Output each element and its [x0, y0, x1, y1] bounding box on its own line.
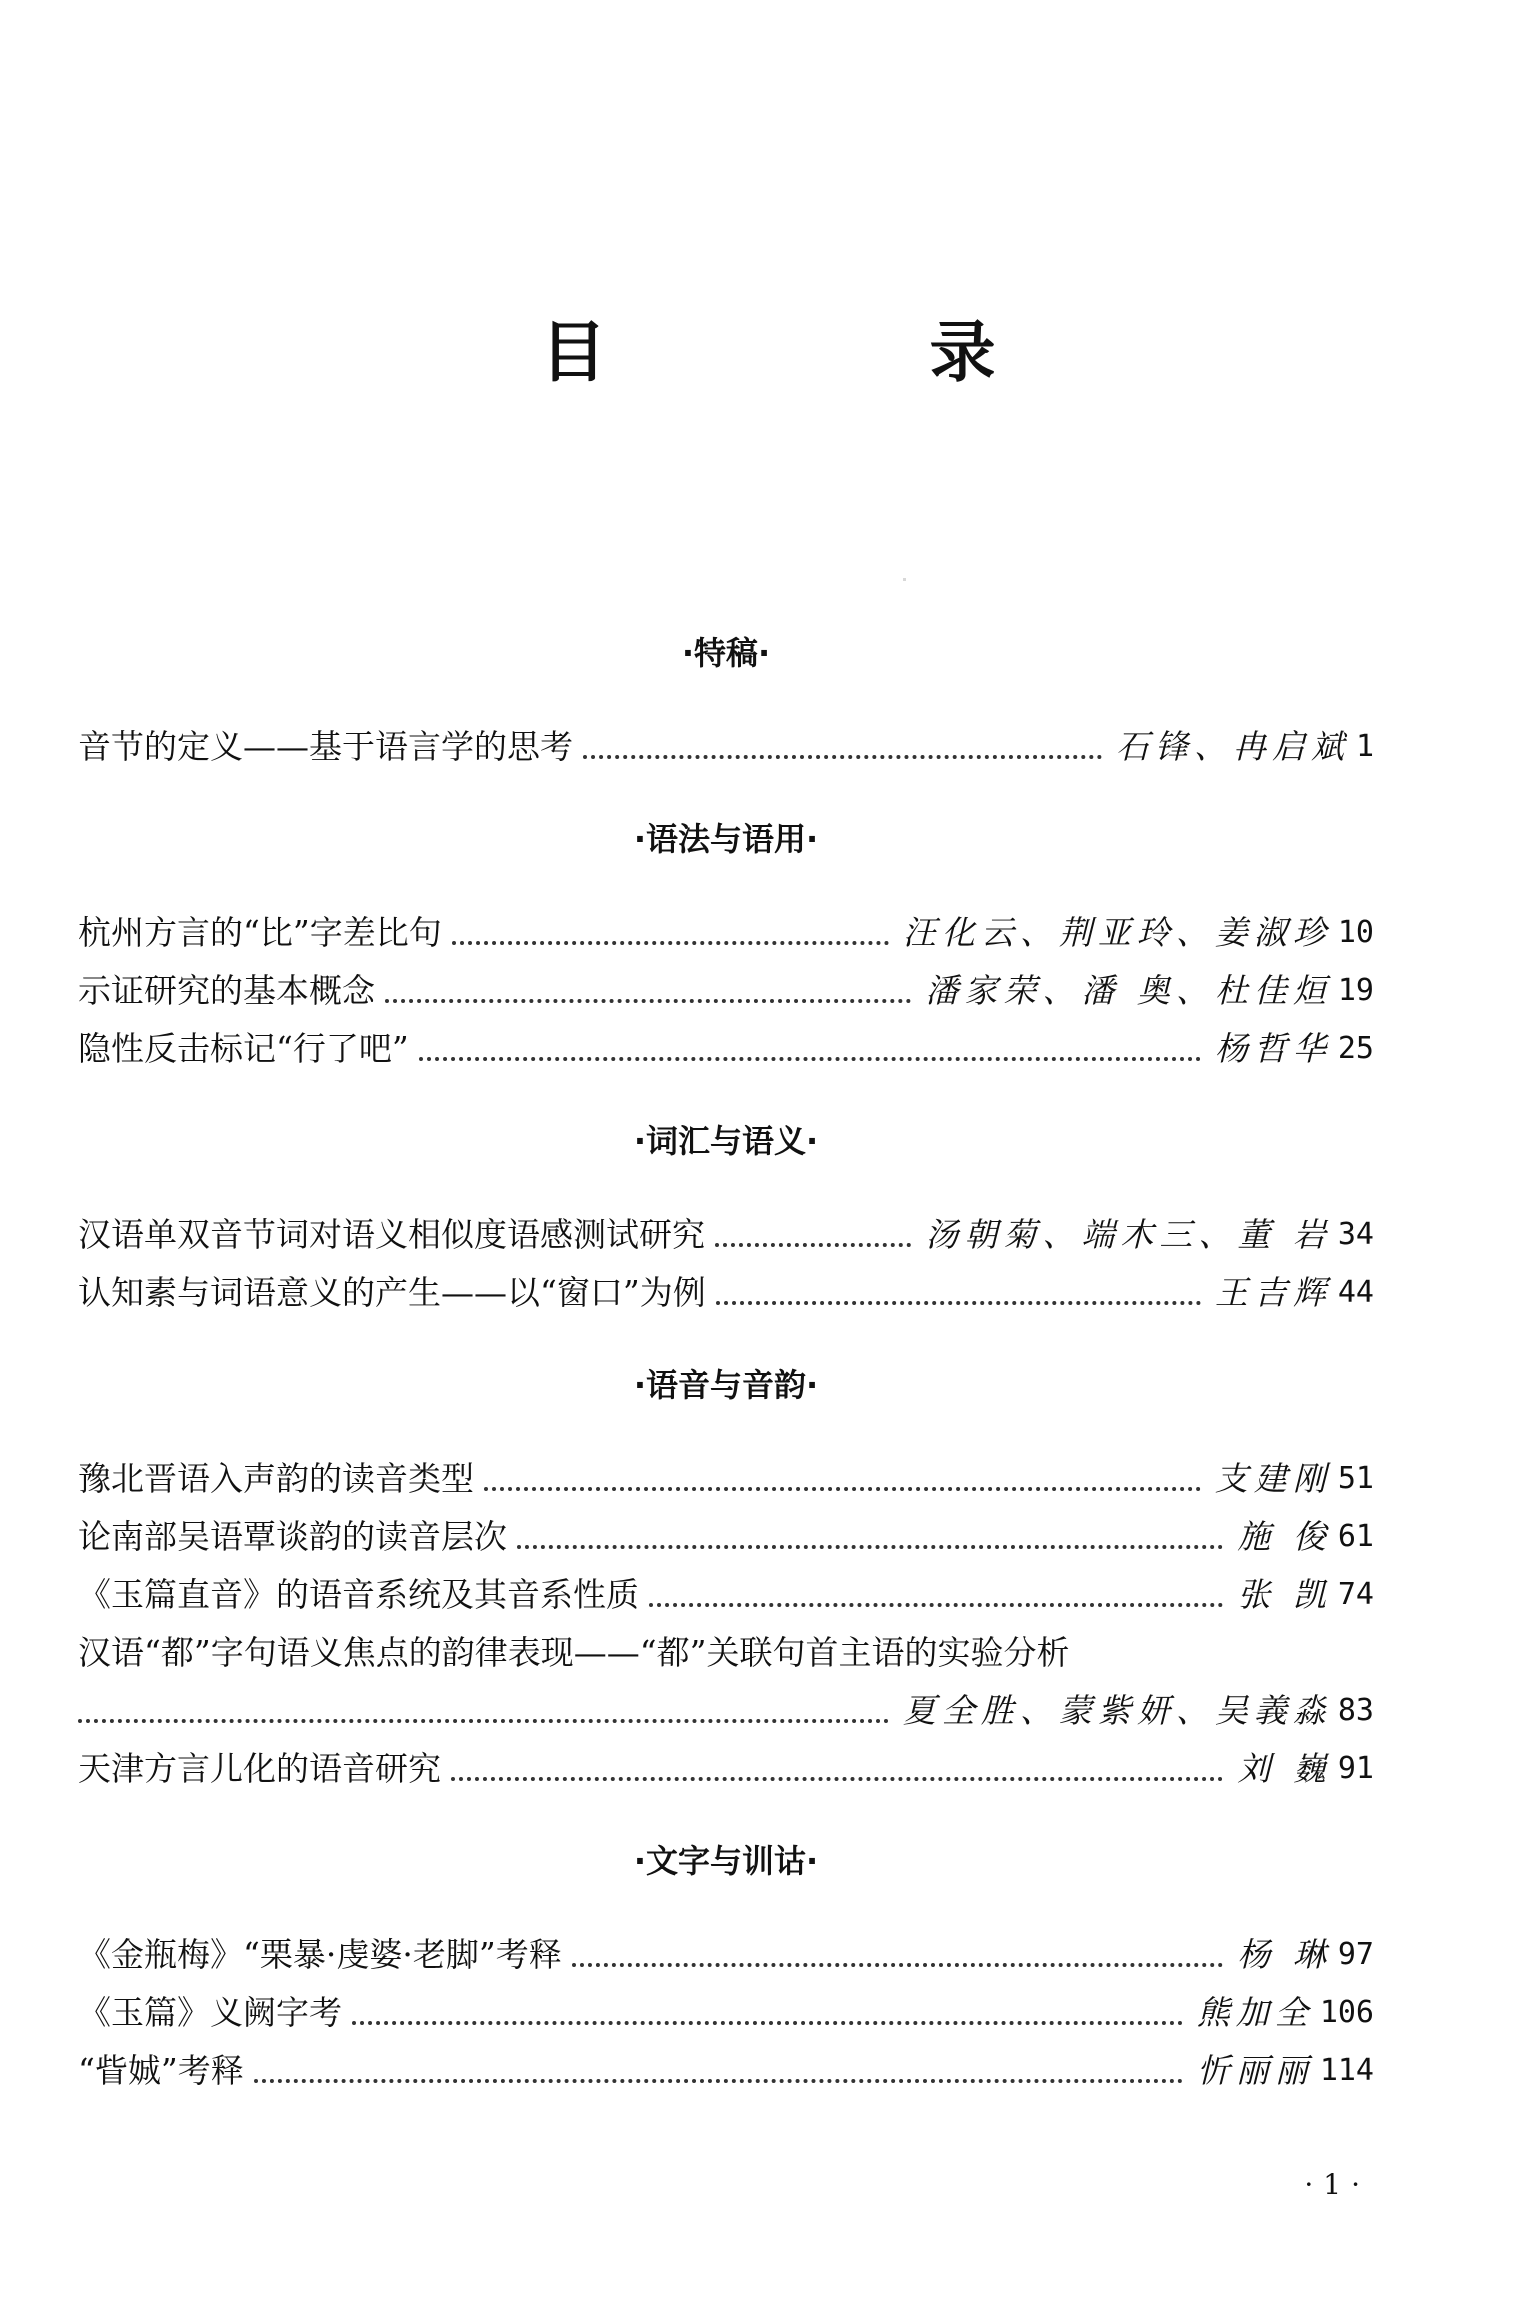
toc-entry[interactable]: [78, 1020, 1374, 1078]
toc-entry[interactable]: [78, 1624, 1374, 1740]
toc-entry[interactable]: [78, 2042, 1374, 2100]
entry-author: 施 俊: [1237, 1517, 1332, 1556]
entry-page: 10: [1337, 915, 1374, 950]
dot-leader: [419, 1057, 1201, 1061]
entry-author: 杨 琳: [1237, 1935, 1332, 1974]
entry-title: 杭州方言的“比”字差比句: [78, 913, 442, 952]
dot-leader: [78, 1719, 889, 1723]
section-special: [78, 630, 1374, 776]
entry-page: 83: [1337, 1693, 1374, 1728]
entry-author: 张 凯: [1237, 1575, 1332, 1614]
entry-author: 支建刚: [1214, 1459, 1332, 1498]
entry-title: 《金瓶梅》“栗暴·虔婆·老脚”考释: [78, 1935, 562, 1974]
table-of-contents: [78, 630, 1374, 2100]
dot-leader: [451, 1777, 1223, 1781]
section-heading: ·词汇与语义·: [633, 1122, 819, 1160]
toc-entry[interactable]: [78, 718, 1374, 776]
page-number: ·1·: [1304, 2168, 1370, 2201]
entry-page: 44: [1337, 1275, 1374, 1310]
entry-author: 夏全胜、蒙紫妍、吴義淼: [902, 1691, 1332, 1730]
page-title: 目 录: [540, 314, 1146, 391]
entry-page: 25: [1337, 1031, 1374, 1066]
section-grammar-pragmatics: [78, 816, 1374, 1078]
entry-author: 忻丽丽: [1196, 2051, 1314, 2090]
entry-author: 杨哲华: [1214, 1029, 1332, 1068]
dot-leader: [254, 2079, 1183, 2083]
section-heading: ·语音与音韵·: [633, 1366, 819, 1404]
entry-title: 论南部吴语覃谈韵的读音层次: [78, 1517, 507, 1556]
entry-page: 61: [1337, 1519, 1374, 1554]
entry-page: 1: [1355, 729, 1374, 764]
dot-leader: [352, 2021, 1183, 2025]
entry-title: “眥娍”考释: [78, 2051, 244, 2090]
dot-leader: [517, 1545, 1223, 1549]
dot-leader: [452, 941, 889, 945]
toc-entry[interactable]: [78, 1984, 1374, 2042]
entry-author: 刘 巍: [1237, 1749, 1332, 1788]
toc-entry[interactable]: [78, 904, 1374, 962]
entry-page: 91: [1337, 1751, 1374, 1786]
section-phonetics-phonology: [78, 1362, 1374, 1798]
toc-entry[interactable]: [78, 1740, 1374, 1798]
scan-speck: [903, 578, 906, 581]
entry-title: 汉语单双音节词对语义相似度语感测试研究: [78, 1215, 705, 1254]
dot-leader: [715, 1243, 911, 1247]
dot-leader: [583, 755, 1102, 759]
entry-page: 74: [1337, 1577, 1374, 1612]
dot-leader: [385, 999, 911, 1003]
entry-author: 熊加全: [1196, 1993, 1314, 2032]
entry-title: 示证研究的基本概念: [78, 971, 375, 1010]
entry-title: 《玉篇直音》的语音系统及其音系性质: [78, 1575, 639, 1614]
toc-entry[interactable]: [78, 1206, 1374, 1264]
entry-page: 34: [1337, 1217, 1374, 1252]
section-writing-exegesis: [78, 1838, 1374, 2100]
toc-entry[interactable]: [78, 962, 1374, 1020]
section-heading: ·特稿·: [681, 634, 771, 672]
section-heading: ·语法与语用·: [633, 820, 819, 858]
dot-leader: [649, 1603, 1223, 1607]
entry-title: 豫北晋语入声韵的读音类型: [78, 1459, 474, 1498]
entry-author: 潘家荣、潘 奥、杜佳烜: [925, 971, 1332, 1010]
entry-title: 隐性反击标记“行了吧”: [78, 1029, 409, 1068]
toc-entry[interactable]: [78, 1450, 1374, 1508]
entry-title: 天津方言儿化的语音研究: [78, 1749, 441, 1788]
dot-leader: [716, 1301, 1201, 1305]
entry-page: 19: [1337, 973, 1374, 1008]
entry-page: 114: [1319, 2053, 1374, 2088]
toc-entry[interactable]: [78, 1264, 1374, 1322]
entry-title: 《玉篇》义阙字考: [78, 1993, 342, 2032]
entry-page: 106: [1319, 1995, 1374, 2030]
entry-author: 汤朝菊、端木三、董 岩: [925, 1215, 1332, 1254]
toc-entry[interactable]: [78, 1926, 1374, 1984]
toc-entry[interactable]: [78, 1508, 1374, 1566]
entry-author: 石锋、冉启斌: [1115, 727, 1350, 766]
entry-title: 汉语“都”字句语义焦点的韵律表现——“都”关联句首主语的实验分析: [78, 1633, 1070, 1672]
section-lexicon-semantics: [78, 1118, 1374, 1322]
section-heading: ·文字与训诂·: [633, 1842, 819, 1880]
dot-leader: [572, 1963, 1224, 1967]
entry-author: 王吉辉: [1214, 1273, 1332, 1312]
entry-title: 认知素与词语意义的产生——以“窗口”为例: [78, 1273, 706, 1312]
entry-page: 97: [1337, 1937, 1374, 1972]
entry-page: 51: [1337, 1461, 1374, 1496]
entry-author: 汪化云、荆亚玲、姜淑珍: [902, 913, 1332, 952]
entry-title: 音节的定义——基于语言学的思考: [78, 727, 573, 766]
toc-entry[interactable]: [78, 1566, 1374, 1624]
dot-leader: [484, 1487, 1201, 1491]
